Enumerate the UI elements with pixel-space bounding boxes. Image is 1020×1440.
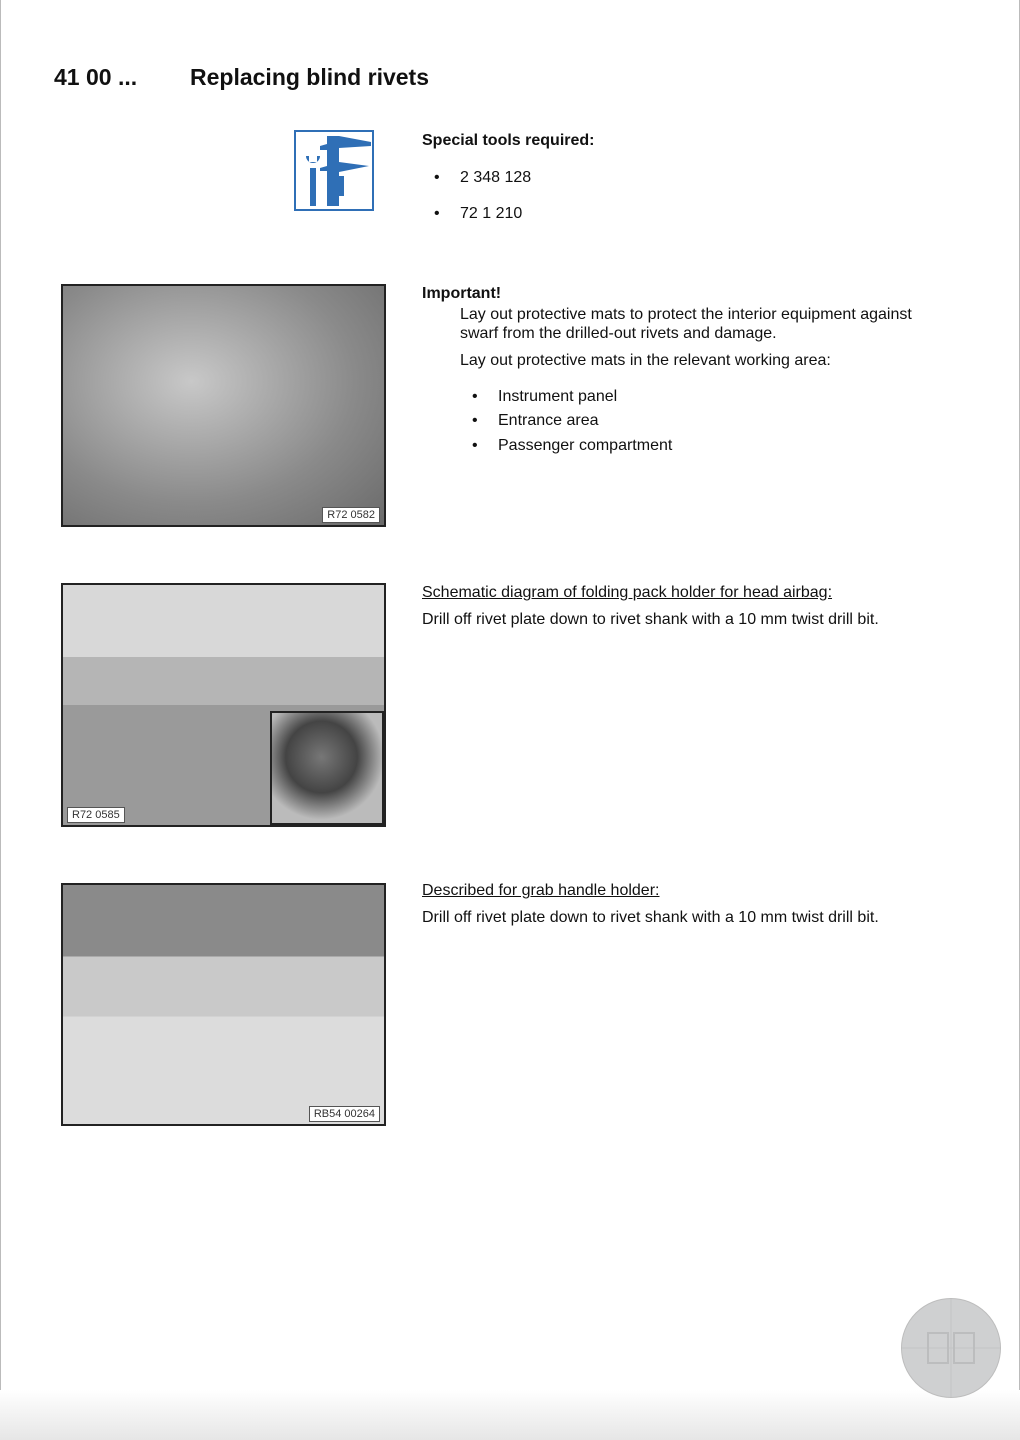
grab-handle-photo <box>61 883 386 1126</box>
book-icon <box>902 1299 1000 1397</box>
area-item: • Passenger compartment <box>498 436 672 455</box>
area-item: • Entrance area <box>498 411 599 430</box>
tools-heading: Special tools required: <box>422 132 595 149</box>
detail-inset <box>270 711 384 825</box>
page-title: Replacing blind rivets <box>190 64 429 90</box>
protective-mats-photo <box>61 284 386 527</box>
step-text: Drill off rivet plate down to rivet shank with a 10 mm twist drill bit. <box>422 611 879 628</box>
area-item: • Instrument panel <box>498 387 617 406</box>
image-label: R72 0585 <box>67 807 125 823</box>
important-paragraph: Lay out protective mats to protect the interior equipment against swarf from the drilled-out rivets and damage. <box>460 306 912 342</box>
image-label: R72 0582 <box>322 507 380 523</box>
manual-book-button[interactable] <box>901 1298 1001 1398</box>
section-number: 41 00 ... <box>54 64 138 90</box>
important-heading: Important! <box>422 285 502 302</box>
step-heading: Schematic diagram of folding pack holder for head airbag: <box>422 584 833 601</box>
step-heading: Described for grab handle holder: <box>422 882 660 899</box>
airbag-holder-photo <box>61 583 386 827</box>
special-tools-icon <box>294 130 374 211</box>
tool-item: • 72 1 210 <box>460 204 522 223</box>
page-bottom-shade <box>0 1390 1020 1440</box>
step-text: Drill off rivet plate down to rivet shank with a 10 mm twist drill bit. <box>422 909 879 926</box>
important-paragraph: Lay out protective mats in the relevant working area: <box>460 352 831 369</box>
tool-item: • 2 348 128 <box>460 168 531 187</box>
image-label: RB54 00264 <box>309 1106 380 1122</box>
